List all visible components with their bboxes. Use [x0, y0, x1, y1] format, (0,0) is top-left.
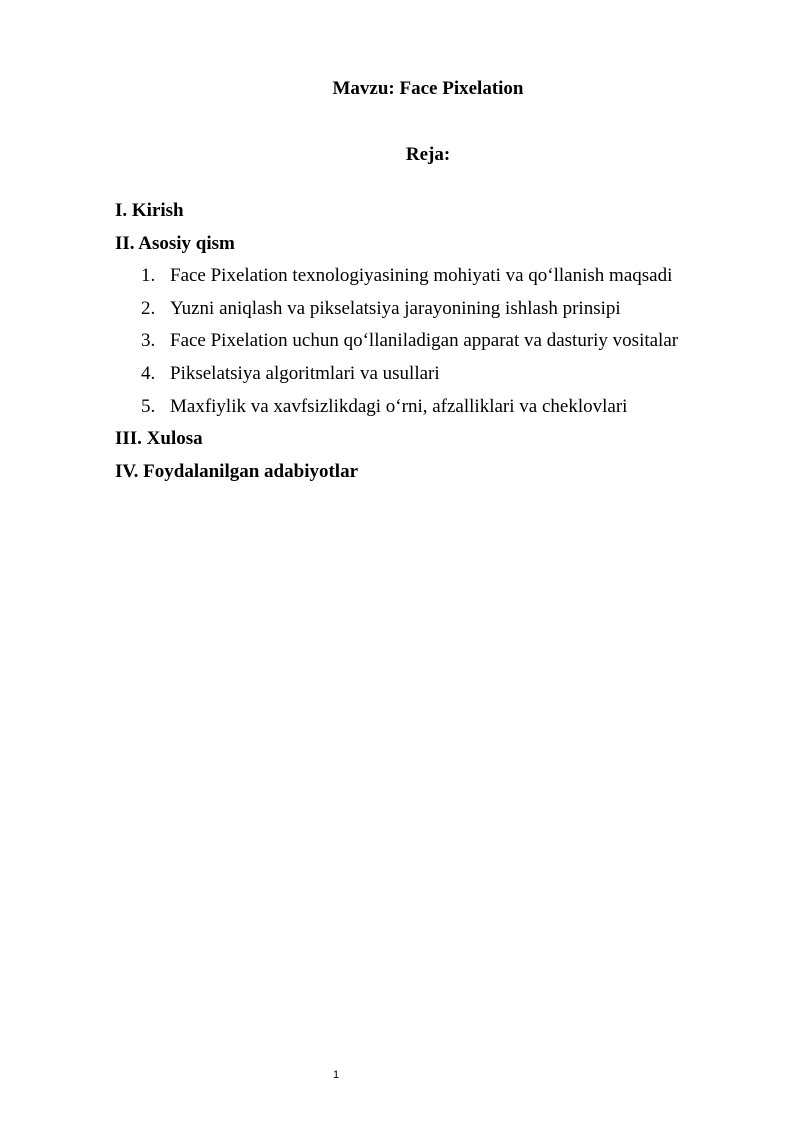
main-part-list [115, 264, 755, 427]
list-item-number: 1. [141, 265, 156, 287]
list-item-text: Yuzni aniqlash va pikselatsiya jarayonining ishlash prinsipi [170, 297, 621, 319]
document-topic: Mavzu: Face Pixelation [332, 78, 524, 99]
section-introduction: I. Kirish [115, 200, 184, 221]
section-conclusion: III. Xulosa [115, 428, 203, 450]
list-item [115, 329, 755, 362]
page-number: 1 [332, 1069, 340, 1081]
plan-outline [115, 199, 755, 492]
section-main-part: II. Asosiy qism [115, 232, 235, 254]
list-item-text: Pikselatsiya algoritmlari va usullari [170, 362, 440, 384]
list-item [115, 362, 755, 395]
list-item-text: Face Pixelation uchun qo‘llaniladigan apparat va dasturiy vositalar [170, 330, 679, 352]
list-item-number: 3. [141, 330, 156, 352]
list-item-text: Maxfiylik va xavfsizlikdagi o‘rni, afzalliklari va cheklovlari [170, 395, 628, 417]
list-item-number: 4. [141, 362, 156, 384]
list-item-number: 2. [141, 297, 156, 319]
plan-heading: Reja: [405, 144, 451, 165]
list-item [115, 395, 755, 428]
list-item [115, 297, 755, 330]
list-item [115, 264, 755, 297]
section-references: IV. Foydalanilgan adabiyotlar [115, 460, 359, 482]
list-item-text: Face Pixelation texnologiyasining mohiyati va qo‘llanish maqsadi [170, 265, 673, 287]
list-item-number: 5. [141, 395, 156, 417]
